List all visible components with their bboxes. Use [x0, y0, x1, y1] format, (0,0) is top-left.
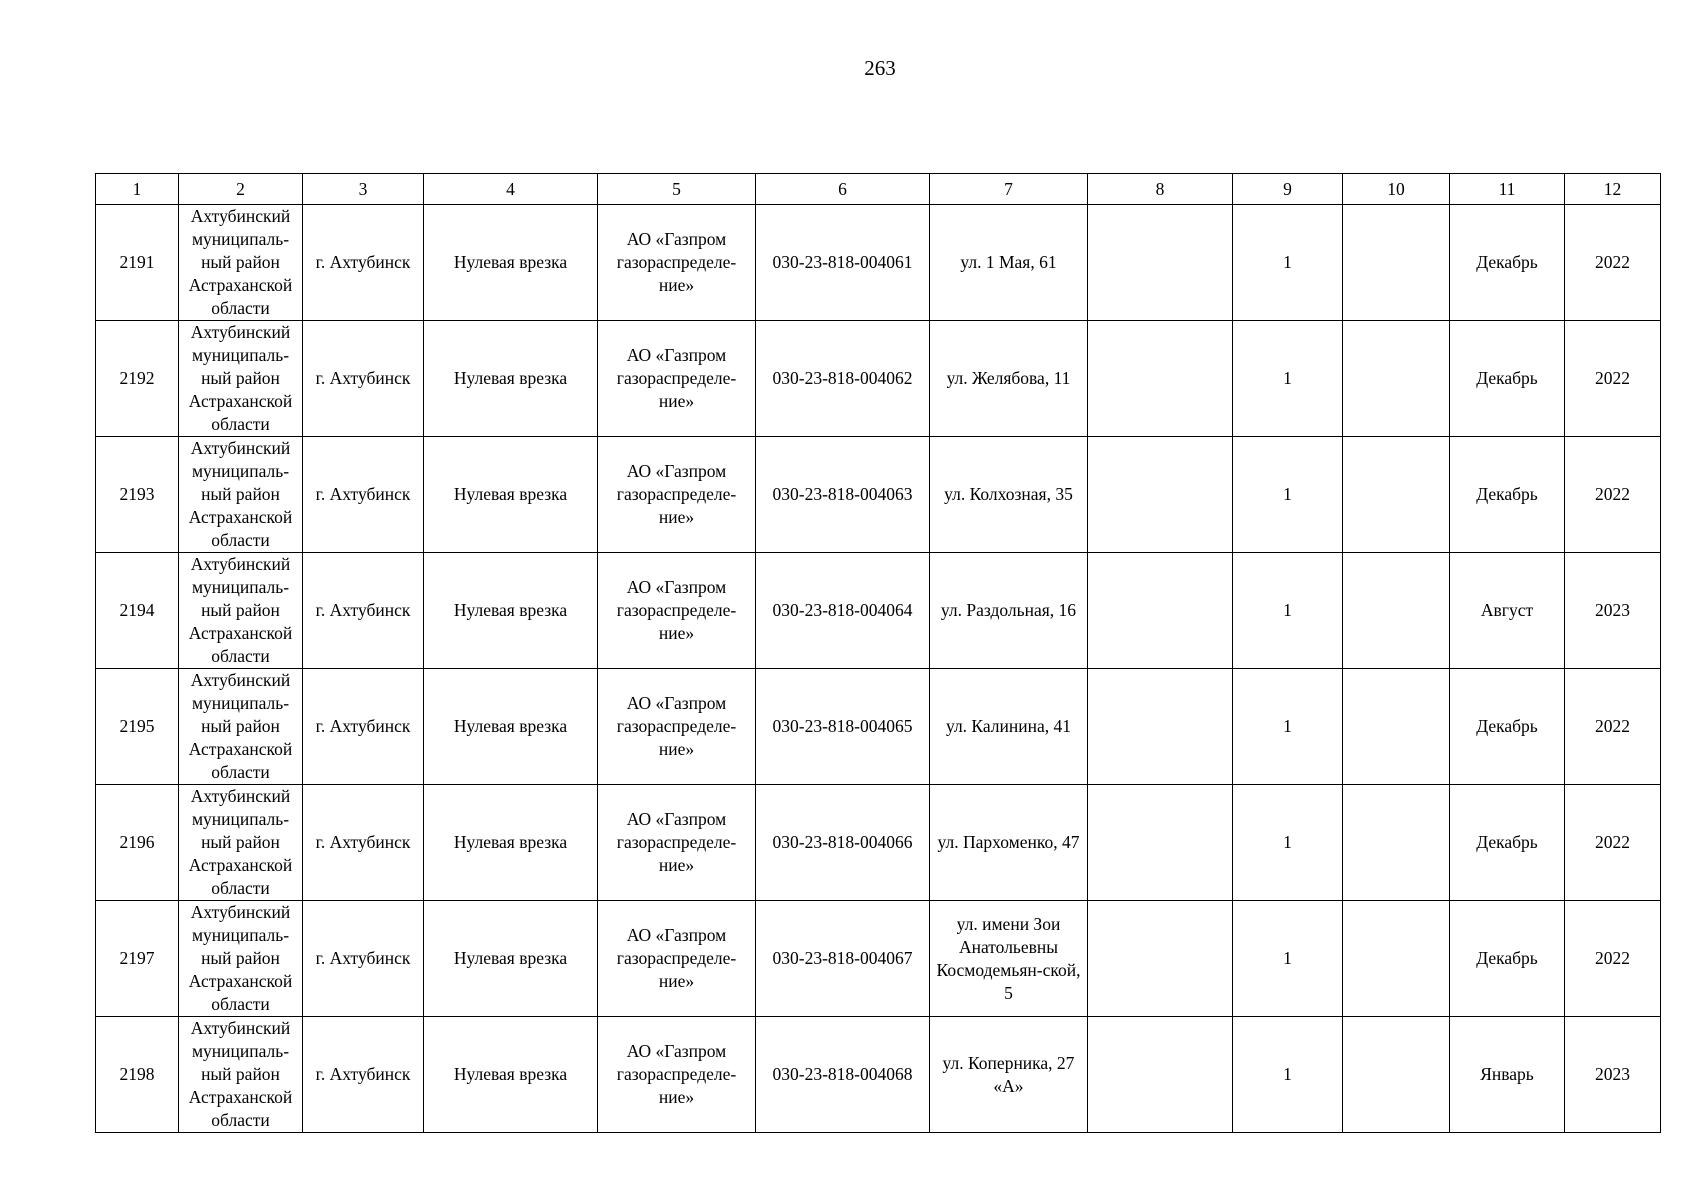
organization-cell: АО «Газпром газораспределе-ние» — [598, 785, 756, 901]
row-number: 2191 — [96, 205, 179, 321]
organization-cell: АО «Газпром газораспределе-ние» — [598, 437, 756, 553]
count-cell: 1 — [1233, 321, 1343, 437]
empty-cell — [1343, 321, 1450, 437]
month-cell: Август — [1450, 553, 1565, 669]
district-cell: Ахтубинский муниципаль-ный район Астраханской области — [179, 785, 303, 901]
empty-cell — [1088, 1017, 1233, 1133]
empty-cell — [1343, 437, 1450, 553]
organization-cell: АО «Газпром газораспределе-ние» — [598, 553, 756, 669]
organization-cell: АО «Газпром газораспределе-ние» — [598, 1017, 756, 1133]
empty-cell — [1088, 669, 1233, 785]
column-header: 8 — [1088, 174, 1233, 205]
month-cell: Декабрь — [1450, 437, 1565, 553]
city-cell: г. Ахтубинск — [303, 205, 424, 321]
empty-cell — [1343, 205, 1450, 321]
row-number: 2192 — [96, 321, 179, 437]
city-cell: г. Ахтубинск — [303, 669, 424, 785]
count-cell: 1 — [1233, 205, 1343, 321]
column-header: 11 — [1450, 174, 1565, 205]
year-cell: 2022 — [1565, 669, 1661, 785]
column-header: 9 — [1233, 174, 1343, 205]
organization-cell: АО «Газпром газораспределе-ние» — [598, 669, 756, 785]
table-row — [96, 205, 1661, 321]
city-cell: г. Ахтубинск — [303, 785, 424, 901]
table-row — [96, 669, 1661, 785]
count-cell: 1 — [1233, 437, 1343, 553]
month-cell: Январь — [1450, 1017, 1565, 1133]
empty-cell — [1088, 437, 1233, 553]
organization-cell: АО «Газпром газораспределе-ние» — [598, 205, 756, 321]
row-number: 2195 — [96, 669, 179, 785]
empty-cell — [1088, 901, 1233, 1017]
district-cell: Ахтубинский муниципаль-ный район Астраханской области — [179, 553, 303, 669]
address-cell: ул. Пархоменко, 47 — [930, 785, 1088, 901]
table-row — [96, 553, 1661, 669]
address-cell: ул. Раздольная, 16 — [930, 553, 1088, 669]
work-type-cell: Нулевая врезка — [424, 901, 598, 1017]
address-cell: ул. Желябова, 11 — [930, 321, 1088, 437]
district-cell: Ахтубинский муниципаль-ный район Астраханской области — [179, 437, 303, 553]
empty-cell — [1343, 785, 1450, 901]
table-row — [96, 437, 1661, 553]
work-type-cell: Нулевая врезка — [424, 205, 598, 321]
organization-cell: АО «Газпром газораспределе-ние» — [598, 901, 756, 1017]
month-cell: Декабрь — [1450, 205, 1565, 321]
work-type-cell: Нулевая врезка — [424, 321, 598, 437]
code-cell: 030-23-818-004067 — [756, 901, 930, 1017]
empty-cell — [1343, 1017, 1450, 1133]
year-cell: 2023 — [1565, 1017, 1661, 1133]
work-type-cell: Нулевая врезка — [424, 437, 598, 553]
count-cell: 1 — [1233, 553, 1343, 669]
count-cell: 1 — [1233, 669, 1343, 785]
count-cell: 1 — [1233, 901, 1343, 1017]
district-cell: Ахтубинский муниципаль-ный район Астраханской области — [179, 901, 303, 1017]
empty-cell — [1088, 785, 1233, 901]
code-cell: 030-23-818-004064 — [756, 553, 930, 669]
empty-cell — [1088, 553, 1233, 669]
year-cell: 2022 — [1565, 785, 1661, 901]
column-header: 4 — [424, 174, 598, 205]
column-header: 3 — [303, 174, 424, 205]
table-row — [96, 901, 1661, 1017]
count-cell: 1 — [1233, 1017, 1343, 1133]
empty-cell — [1343, 901, 1450, 1017]
code-cell: 030-23-818-004068 — [756, 1017, 930, 1133]
year-cell: 2022 — [1565, 901, 1661, 1017]
column-header: 12 — [1565, 174, 1661, 205]
row-number: 2196 — [96, 785, 179, 901]
city-cell: г. Ахтубинск — [303, 437, 424, 553]
year-cell: 2022 — [1565, 321, 1661, 437]
empty-cell — [1343, 553, 1450, 669]
district-cell: Ахтубинский муниципаль-ный район Астраханской области — [179, 205, 303, 321]
column-header: 7 — [930, 174, 1088, 205]
count-cell: 1 — [1233, 785, 1343, 901]
address-cell: ул. Колхозная, 35 — [930, 437, 1088, 553]
column-header: 5 — [598, 174, 756, 205]
code-cell: 030-23-818-004066 — [756, 785, 930, 901]
address-cell: ул. имени Зои Анатольевны Космодемьян-ской, 5 — [930, 901, 1088, 1017]
column-header: 1 — [96, 174, 179, 205]
row-number: 2198 — [96, 1017, 179, 1133]
address-cell: ул. Коперника, 27 «А» — [930, 1017, 1088, 1133]
city-cell: г. Ахтубинск — [303, 901, 424, 1017]
district-cell: Ахтубинский муниципаль-ный район Астраханской области — [179, 1017, 303, 1133]
address-cell: ул. Калинина, 41 — [930, 669, 1088, 785]
column-number-row — [96, 174, 1661, 205]
work-type-cell: Нулевая врезка — [424, 785, 598, 901]
code-cell: 030-23-818-004065 — [756, 669, 930, 785]
empty-cell — [1343, 669, 1450, 785]
work-type-cell: Нулевая врезка — [424, 669, 598, 785]
district-cell: Ахтубинский муниципаль-ный район Астраханской области — [179, 669, 303, 785]
table-row — [96, 1017, 1661, 1133]
work-type-cell: Нулевая врезка — [424, 553, 598, 669]
month-cell: Декабрь — [1450, 901, 1565, 1017]
month-cell: Декабрь — [1450, 669, 1565, 785]
code-cell: 030-23-818-004062 — [756, 321, 930, 437]
table-row — [96, 321, 1661, 437]
city-cell: г. Ахтубинск — [303, 1017, 424, 1133]
column-header: 2 — [179, 174, 303, 205]
address-cell: ул. 1 Мая, 61 — [930, 205, 1088, 321]
gas-connection-table — [95, 173, 1661, 1133]
work-type-cell: Нулевая врезка — [424, 1017, 598, 1133]
code-cell: 030-23-818-004063 — [756, 437, 930, 553]
row-number: 2193 — [96, 437, 179, 553]
month-cell: Декабрь — [1450, 785, 1565, 901]
city-cell: г. Ахтубинск — [303, 553, 424, 669]
year-cell: 2022 — [1565, 437, 1661, 553]
page-number: 263 — [864, 56, 896, 80]
table-row — [96, 785, 1661, 901]
empty-cell — [1088, 205, 1233, 321]
month-cell: Декабрь — [1450, 321, 1565, 437]
row-number: 2197 — [96, 901, 179, 1017]
column-header: 10 — [1343, 174, 1450, 205]
district-cell: Ахтубинский муниципаль-ный район Астраханской области — [179, 321, 303, 437]
year-cell: 2023 — [1565, 553, 1661, 669]
empty-cell — [1088, 321, 1233, 437]
code-cell: 030-23-818-004061 — [756, 205, 930, 321]
organization-cell: АО «Газпром газораспределе-ние» — [598, 321, 756, 437]
year-cell: 2022 — [1565, 205, 1661, 321]
row-number: 2194 — [96, 553, 179, 669]
city-cell: г. Ахтубинск — [303, 321, 424, 437]
column-header: 6 — [756, 174, 930, 205]
